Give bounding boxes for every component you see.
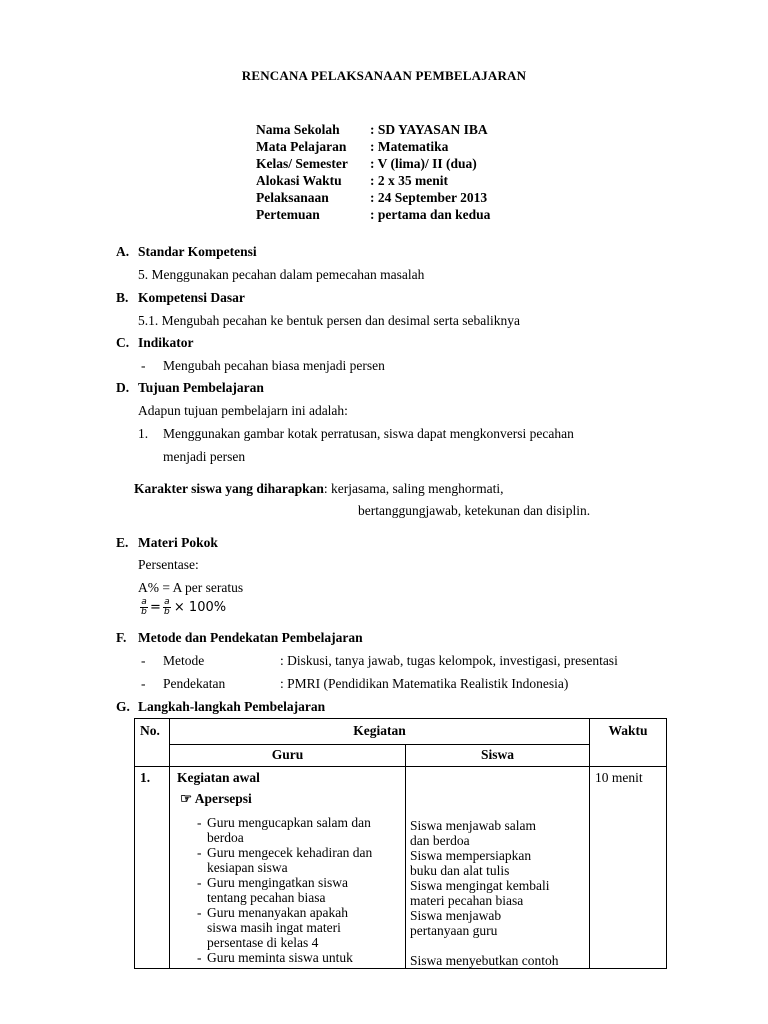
siswa-activity-item <box>410 878 589 908</box>
section-e-letter: E. <box>116 535 129 550</box>
siswa-activity-line: Siswa mengingat kembali <box>410 878 550 893</box>
formula-equals: = <box>150 600 161 615</box>
guru-activity-text <box>207 815 371 845</box>
method-dash: - <box>141 653 146 668</box>
siswa-activities <box>410 818 589 968</box>
guru-activity-text <box>207 950 353 965</box>
guru-activity-line: Guru menanyakan apakah <box>207 905 348 920</box>
row1-no: 1. <box>135 767 170 969</box>
identity-label: Mata Pelajaran <box>256 139 347 154</box>
section-b-title: Kompetensi Dasar <box>138 290 245 305</box>
section-d-title: Tujuan Pembelajaran <box>138 380 264 395</box>
section-e-line1: Persentase: <box>138 557 199 572</box>
section-b-text: 5.1. Mengubah pecahan ke bentuk persen dan desimal serta sebaliknya <box>138 313 520 328</box>
fraction-right-numerator: a <box>164 597 170 607</box>
section-c-text: Mengubah pecahan biasa menjadi persen <box>163 358 385 373</box>
section-f-letter: F. <box>116 630 127 645</box>
identity-label: Kelas/ Semester <box>256 156 348 171</box>
siswa-activity-line <box>410 938 589 953</box>
bullet-dash: - <box>197 875 202 890</box>
identity-row <box>256 189 490 206</box>
method-label: Metode <box>163 653 205 668</box>
identity-value: : V (lima)/ II (dua) <box>370 156 477 171</box>
identity-value: : pertama dan kedua <box>370 207 491 222</box>
section-d-letter: D. <box>116 380 130 395</box>
header-waktu: Waktu <box>590 719 667 767</box>
siswa-activity-item <box>410 953 589 968</box>
identity-label: Pelaksanaan <box>256 190 329 205</box>
fraction-left-numerator: a <box>141 597 147 607</box>
guru-activity-line: tentang pecahan biasa <box>207 890 326 905</box>
fraction-left-denominator: b <box>141 607 147 617</box>
identity-block <box>256 121 490 223</box>
bullet-dash: - <box>197 845 202 860</box>
guru-activity-item <box>197 815 405 845</box>
section-e-line2: A% = A per seratus <box>138 580 244 595</box>
identity-row <box>256 172 490 189</box>
siswa-activity-line: pertanyaan guru <box>410 923 498 938</box>
identity-row <box>256 155 490 172</box>
bullet-dash: - <box>197 950 202 965</box>
approach-value: : PMRI (Pendidikan Matematika Realistik Indonesia) <box>280 676 569 691</box>
section-a-title: Standar Kompetensi <box>138 244 257 259</box>
guru-activity-line: kesiapan siswa <box>207 860 288 875</box>
header-guru: Guru <box>170 745 406 767</box>
identity-row <box>256 121 490 138</box>
guru-activity-line: siswa masih ingat materi <box>207 920 341 935</box>
karakter-line2: bertanggungjawab, ketekunan dan disiplin. <box>358 503 591 518</box>
siswa-activity-line: Siswa menyebutkan contoh <box>410 953 559 968</box>
siswa-activity-item <box>410 908 589 938</box>
guru-activity-line: Guru mengingatkan siswa <box>207 875 348 890</box>
guru-activities <box>177 815 405 965</box>
siswa-activity-line: dan berdoa <box>410 833 470 848</box>
identity-label: Nama Sekolah <box>256 122 340 137</box>
section-d-intro: Adapun tujuan pembelajarn ini adalah: <box>138 403 348 418</box>
bullet-dash: - <box>197 815 202 830</box>
siswa-activity-line: materi pecahan biasa <box>410 893 524 908</box>
identity-value: : Matematika <box>370 139 449 154</box>
siswa-activity-line: Siswa menjawab <box>410 908 502 923</box>
guru-activity-line: berdoa <box>207 830 244 845</box>
siswa-activity-line: Siswa menjawab salam <box>410 818 536 833</box>
karakter-line1 <box>134 481 504 497</box>
identity-label: Alokasi Waktu <box>256 173 342 188</box>
fraction-right-denominator: b <box>164 607 170 617</box>
siswa-activity-item <box>410 818 589 848</box>
section-c-dash: - <box>141 358 146 373</box>
guru-activity-item <box>197 875 405 905</box>
method-value: : Diskusi, tanya jawab, tugas kelompok, investigasi, presentasi <box>280 653 618 668</box>
section-a-letter: A. <box>116 244 130 259</box>
guru-activity-item <box>197 845 405 875</box>
row1-waktu: 10 menit <box>590 767 667 969</box>
fraction-right <box>163 598 171 617</box>
section-d-item-number: 1. <box>138 426 149 441</box>
section-c-title: Indikator <box>138 335 194 350</box>
guru-activity-text <box>207 905 348 950</box>
row1-phase: Kegiatan awal <box>177 770 260 785</box>
guru-activity-text <box>207 845 372 875</box>
siswa-activity-item <box>410 938 589 953</box>
siswa-activity-item <box>410 848 589 878</box>
siswa-activity-line: Siswa mempersiapkan <box>410 848 532 863</box>
guru-activity-line: Guru mengucapkan salam dan <box>207 815 371 830</box>
header-siswa: Siswa <box>406 745 590 767</box>
row1-siswa-cell <box>406 767 590 969</box>
apersepsi-heading <box>177 791 405 807</box>
section-g-title: Langkah-langkah Pembelajaran <box>138 699 326 714</box>
identity-label: Pertemuan <box>256 207 320 222</box>
guru-activity-text <box>207 875 348 905</box>
steps-table <box>134 718 667 969</box>
identity-value: : SD YAYASAN IBA <box>370 122 488 137</box>
section-f-title: Metode dan Pendekatan Pembelajaran <box>138 630 363 645</box>
section-g-letter: G. <box>116 699 130 714</box>
identity-row <box>256 138 490 155</box>
section-e-title: Materi Pokok <box>138 535 218 550</box>
formula-times: × 100% <box>173 600 227 615</box>
section-d-item-line2: menjadi persen <box>163 449 246 464</box>
row1-guru-cell <box>170 767 406 969</box>
approach-label: Pendekatan <box>163 676 226 691</box>
bullet-dash: - <box>197 905 202 920</box>
approach-dash: - <box>141 676 146 691</box>
page-title: RENCANA PELAKSANAAN PEMBELAJARAN <box>241 68 527 83</box>
apersepsi-label: Apersepsi <box>194 791 252 806</box>
pointing-hand-icon: ☞ <box>180 791 193 806</box>
guru-activity-line: Guru meminta siswa untuk <box>207 950 353 965</box>
section-d-item-line1: Menggunakan gambar kotak perratusan, siswa dapat mengkonversi pecahan <box>163 426 574 441</box>
header-no: No. <box>135 719 170 767</box>
karakter-value1: : kerjasama, saling menghormati, <box>323 481 504 496</box>
header-kegiatan: Kegiatan <box>170 719 590 745</box>
guru-activity-item <box>197 950 405 965</box>
karakter-label: Karakter siswa yang diharapkan <box>134 481 324 496</box>
identity-value: : 24 September 2013 <box>370 190 488 205</box>
identity-row <box>256 206 490 223</box>
section-b-letter: B. <box>116 290 129 305</box>
section-c-letter: C. <box>116 335 130 350</box>
siswa-activity-line: buku dan alat tulis <box>410 863 510 878</box>
percentage-formula <box>140 598 226 617</box>
identity-value: : 2 x 35 menit <box>370 173 448 188</box>
guru-activity-item <box>197 905 405 950</box>
guru-activity-line: persentase di kelas 4 <box>207 935 319 950</box>
fraction-left <box>140 598 148 617</box>
guru-activity-line: Guru mengecek kehadiran dan <box>207 845 373 860</box>
section-a-text: 5. Menggunakan pecahan dalam pemecahan masalah <box>138 267 425 282</box>
